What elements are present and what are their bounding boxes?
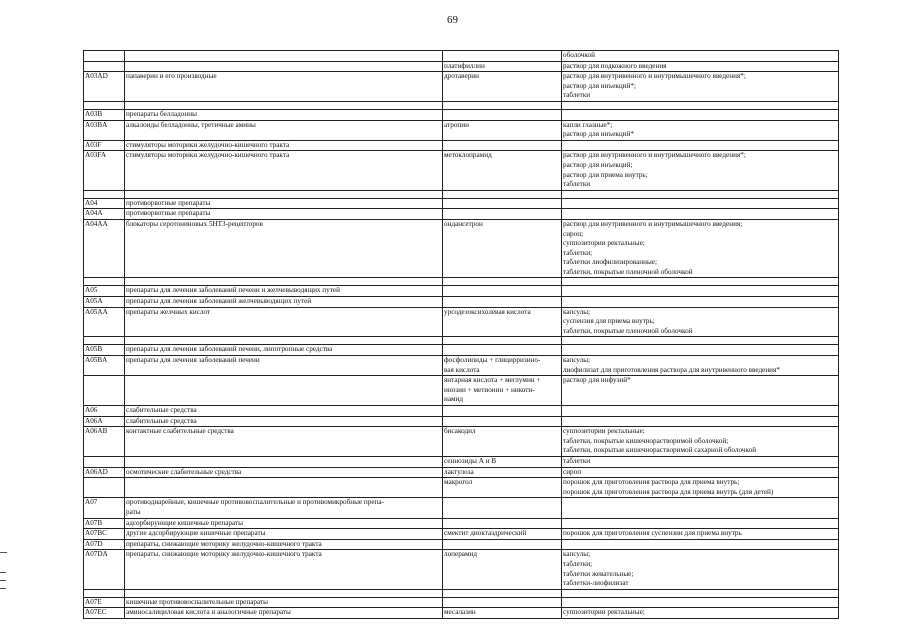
substance-cell: атропин [443,120,562,140]
table-row [84,539,839,550]
substance-cell [443,109,562,120]
table-row [84,219,839,278]
substance-cell [443,198,562,209]
atc-code-cell: A07 [84,498,125,518]
atc-code-cell [84,51,125,62]
dosage-form: таблетки, покрытые кишечнорастворимой оболочкой; [563,436,729,445]
group-cell: контактные слабительные средства [125,427,443,457]
atc-code-cell: A07D [84,539,125,550]
atc-code-cell: A03FA [84,151,125,190]
dosage-forms-cell [562,427,839,457]
dosage-forms-cell [562,416,839,427]
table-row [84,51,839,62]
atc-code-cell: A03BA [84,120,125,140]
dosage-form: порошок для приготовления раствора для приема внутрь; [563,478,740,487]
substance-cell [443,518,562,529]
atc-code-cell: A07B [84,518,125,529]
table-row [84,72,839,102]
dosage-forms-cell [562,209,839,220]
substance-cell: лоперамид [443,550,562,589]
table-row [84,120,839,140]
dosage-form: сироп [563,467,582,476]
atc-code-cell [84,478,125,498]
dosage-forms-cell [562,51,839,62]
table-row [84,278,839,286]
group-cell [125,337,443,345]
group-cell: стимуляторы моторики желудочно-кишечного тракта [125,151,443,190]
group-cell: осмотические слабительные средства [125,467,443,478]
substance-cell [443,589,562,597]
dosage-form: таблетки [563,91,591,100]
table-row [84,376,839,406]
dosage-forms-cell [562,101,839,109]
dosage-form: порошок для приготовления раствора для приема внутрь (для детей) [563,487,774,496]
dosage-form: таблетки, покрытые пленочной оболочкой [563,326,693,335]
atc-code-cell: A07BC [84,529,125,540]
atc-code-cell: A04AA [84,219,125,278]
substance-cell-line: намид [444,395,464,404]
dosage-form: суппозитории ректальные; [563,608,645,617]
substance-cell [443,286,562,297]
substance-cell: урсодезоксихолевая кислота [443,307,562,337]
substance-cell [443,337,562,345]
group-cell: стимуляторы моторики желудочно-кишечного тракта [125,140,443,151]
dosage-form: таблетки; [563,248,593,257]
substance-cell [443,140,562,151]
group-cell: слабительные средства [125,416,443,427]
dosage-forms-cell [562,307,839,337]
atc-code-cell: A03AD [84,72,125,102]
group-cell: адсорбирующие кишечные препараты [125,518,443,529]
substance-cell: месалазин [443,608,562,619]
table-body [84,51,839,619]
drug-classification-table [83,50,839,619]
dosage-forms-cell [562,608,839,619]
dosage-forms-cell [562,286,839,297]
dosage-forms-cell [562,190,839,198]
dosage-forms-cell [562,456,839,467]
atc-code-cell: A05 [84,286,125,297]
substance-cell [443,51,562,62]
dosage-forms-cell [562,120,839,140]
dosage-form: таблетки [563,456,591,465]
group-cell: препараты для лечения заболеваний печени, липотропные средства [125,345,443,356]
dosage-forms-cell [562,597,839,608]
page-number: 69 [447,14,458,26]
table-row [84,190,839,198]
dosage-form: раствор для инъекций; [563,160,633,169]
atc-code-cell: A06A [84,416,125,427]
group-cell [125,589,443,597]
table-row [84,498,839,518]
dosage-forms-cell [562,151,839,190]
substance-cell [443,190,562,198]
table-row [84,61,839,72]
margin-mark [0,552,7,553]
atc-code-cell [84,101,125,109]
atc-code-cell [84,376,125,406]
dosage-forms-cell [562,406,839,417]
dosage-form: капсулы; [563,356,591,365]
substance-cell-line: янтарная кислота + меглумин + [444,376,541,385]
group-cell [125,456,443,467]
atc-code-cell: A07E [84,597,125,608]
dosage-forms-cell [562,219,839,278]
atc-code-cell [84,278,125,286]
table-row [84,307,839,337]
table-row [84,406,839,417]
table-row [84,518,839,529]
group-cell-line: раты [126,507,141,516]
substance-cell: лактулоза [443,467,562,478]
dosage-form: раствор для внутривенного и внутримышечного введения; [563,219,743,228]
table-row [84,478,839,498]
margin-mark [0,572,6,573]
group-cell: противорвотные препараты [125,209,443,220]
dosage-forms-cell [562,61,839,72]
dosage-form: раствор для инъекций*; [563,81,637,90]
table-row [84,140,839,151]
substance-cell: смектит диоктаэдрический [443,529,562,540]
dosage-forms-cell [562,140,839,151]
group-cell: папаверин и его производные [125,72,443,102]
table-row [84,456,839,467]
table-row [84,529,839,540]
substance-cell [443,345,562,356]
table-row [84,209,839,220]
dosage-form: капсулы; [563,550,591,559]
substance-cell [443,406,562,417]
substance-cell: платифиллин [443,61,562,72]
dosage-forms-cell [562,518,839,529]
table-row [84,550,839,589]
dosage-form: раствор для внутривенного и внутримышечного введения*; [563,151,746,160]
group-cell: препараты для лечения заболеваний желчевыводящих путей [125,297,443,308]
atc-code-cell: A07DA [84,550,125,589]
dosage-form: раствор для подкожного введения [563,61,667,70]
group-cell: препараты желчных кислот [125,307,443,337]
group-cell: другие адсорбирующие кишечные препараты [125,529,443,540]
atc-code-cell: A05B [84,345,125,356]
table-row [84,597,839,608]
substance-cell-line: инозин + метионин + никоти- [444,385,535,394]
substance-cell: сеннозиды А и В [443,456,562,467]
atc-code-cell: A05A [84,297,125,308]
dosage-forms-cell [562,72,839,102]
group-cell: кишечные противовоспалительные препараты [125,597,443,608]
substance-cell [443,597,562,608]
atc-code-cell [84,190,125,198]
substance-cell [443,297,562,308]
dosage-form: капсулы; [563,307,591,316]
group-cell [125,278,443,286]
table-row [84,608,839,619]
table-row [84,345,839,356]
group-cell: препараты, снижающие моторику желудочно-кишечного тракта [125,550,443,589]
substance-cell [443,278,562,286]
dosage-form: лиофилизат для приготовления раствора для внутривенного введения* [563,365,780,374]
dosage-forms-cell [562,297,839,308]
dosage-form: суспензия для приема внутрь; [563,317,655,326]
group-cell: препараты белладонны [125,109,443,120]
dosage-forms-cell [562,539,839,550]
substance-cell: дротаверин [443,72,562,102]
dosage-form: сироп; [563,229,584,238]
table-row [84,356,839,376]
margin-mark [0,588,6,589]
dosage-form: таблетки, покрытые кишечнорастворимой сахарной оболочкой [563,446,757,455]
dosage-form: таблетки-лиофилизат [563,579,629,588]
substance-cell: ондансетрон [443,219,562,278]
dosage-forms-cell [562,198,839,209]
substance-cell [443,356,562,376]
substance-cell [443,416,562,427]
dosage-form: таблетки жевательные; [563,569,634,578]
group-cell [125,51,443,62]
dosage-form: таблетки лиофилизированные; [563,258,657,267]
group-cell [125,101,443,109]
substance-cell [443,209,562,220]
atc-code-cell [84,589,125,597]
dosage-form: раствор для инфузий* [563,376,631,385]
atc-code-cell: A06AB [84,427,125,457]
dosage-forms-cell [562,478,839,498]
margin-mark [0,580,6,581]
atc-code-cell: A03B [84,109,125,120]
dosage-forms-cell [562,345,839,356]
substance-cell: макрогол [443,478,562,498]
atc-code-cell: A03F [84,140,125,151]
dosage-form: раствор для приема внутрь; [563,170,648,179]
table-row [84,109,839,120]
dosage-forms-cell [562,467,839,478]
dosage-form: таблетки [563,180,591,189]
atc-code-cell: A07EC [84,608,125,619]
table-row [84,416,839,427]
group-cell [125,190,443,198]
group-cell: алкалоиды белладонны, третичные амины [125,120,443,140]
dosage-form: порошок для приготовления суспензии для приема внутрь [563,529,742,538]
dosage-forms-cell [562,109,839,120]
dosage-form: оболочкой [563,51,595,59]
dosage-forms-cell [562,356,839,376]
substance-cell: бисакодил [443,427,562,457]
group-cell [125,498,443,518]
dosage-form: капли глазные*; [563,120,613,129]
substance-cell-line: фосфолипиды + глицирризино- [444,356,541,365]
atc-code-cell: A05BA [84,356,125,376]
group-cell: препараты для лечения заболеваний печени [125,356,443,376]
atc-code-cell [84,337,125,345]
dosage-forms-cell [562,529,839,540]
table-row [84,467,839,478]
substance-cell: метоклопрамид [443,151,562,190]
dosage-forms-cell [562,550,839,589]
dosage-forms-cell [562,589,839,597]
dosage-forms-cell [562,337,839,345]
atc-code-cell: A06AD [84,467,125,478]
group-cell [125,478,443,498]
substance-cell [443,376,562,406]
group-cell: препараты, снижающие моторику желудочно-кишечного тракта [125,539,443,550]
substance-cell [443,101,562,109]
group-cell [125,61,443,72]
table-row [84,198,839,209]
table-row [84,101,839,109]
dosage-form: суппозитории ректальные; [563,427,645,436]
dosage-forms-cell [562,498,839,518]
group-cell-line: противодиарейные, кишечные противовоспалительные и противомикробные препа- [126,498,384,507]
group-cell: препараты для лечения заболеваний печени и желчевыводящих путей [125,286,443,297]
atc-code-cell: A06 [84,406,125,417]
substance-cell [443,539,562,550]
table-row [84,286,839,297]
group-cell: слабительные средства [125,406,443,417]
atc-code-cell: A05AA [84,307,125,337]
dosage-form: раствор для инъекций* [563,130,635,139]
table-row [84,337,839,345]
dosage-form: суппозитории ректальные; [563,239,645,248]
atc-code-cell [84,456,125,467]
atc-code-cell: A04 [84,198,125,209]
table-row [84,297,839,308]
dosage-form: таблетки; [563,559,593,568]
table-row [84,589,839,597]
atc-code-cell [84,61,125,72]
table-row [84,427,839,457]
group-cell: блокаторы серотониновых 5HT3-рецепторов [125,219,443,278]
table-row [84,151,839,190]
group-cell: противорвотные препараты [125,198,443,209]
dosage-forms-cell [562,376,839,406]
dosage-form: раствор для внутривенного и внутримышечного введения*; [563,72,746,81]
substance-cell [443,498,562,518]
dosage-form: таблетки, покрытые пленочной оболочкой [563,267,693,276]
atc-code-cell: A04A [84,209,125,220]
dosage-forms-cell [562,278,839,286]
group-cell [125,376,443,406]
group-cell: аминосалициловая кислота и аналогичные препараты [125,608,443,619]
substance-cell-line: вая кислота [444,365,480,374]
